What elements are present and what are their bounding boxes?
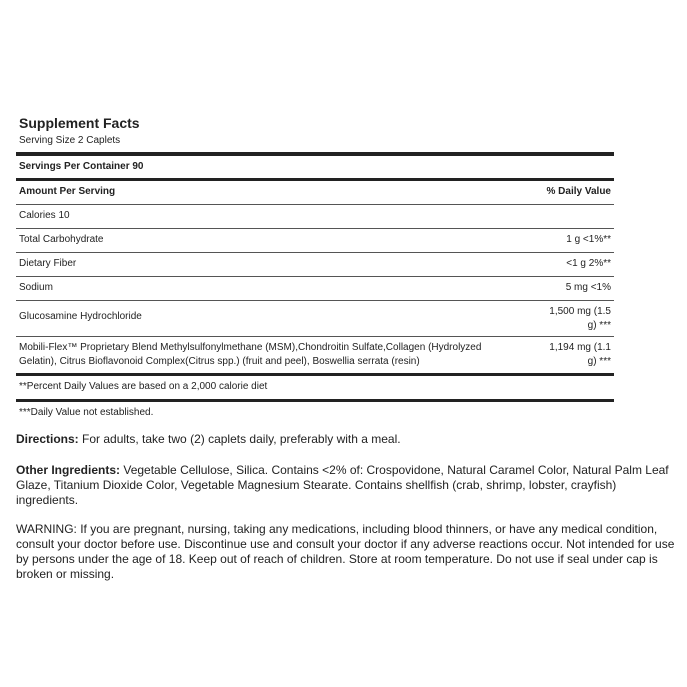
nutrient-amount: 1,194 mg (1.1 g) *** [549, 342, 611, 367]
directions-label: Directions: [16, 432, 79, 446]
nutrient-name: Glucosamine Hydrochloride [19, 311, 142, 322]
table-row [16, 277, 614, 300]
nutrient-name: Total Carbohydrate [19, 234, 104, 245]
nutrient-amount: 1 g <1%** [566, 234, 611, 245]
nutrient-amount: <1 g 2%** [566, 258, 611, 269]
footnote-percent-daily: **Percent Daily Values are based on a 2,000 calorie diet [19, 381, 268, 392]
table-row [16, 253, 614, 276]
nutrient-amount: 1,500 mg (1.5 g) *** [549, 306, 611, 331]
directions-paragraph [16, 432, 676, 447]
nutrient-name: Dietary Fiber [19, 258, 77, 269]
servings-per-container-row [16, 156, 614, 178]
facts-title: Supplement Facts [19, 115, 140, 131]
nutrient-name: Sodium [19, 282, 53, 293]
other-ingredients-label: Other Ingredients: [16, 463, 121, 477]
serving-size: Serving Size 2 Caplets [19, 135, 121, 146]
warning-paragraph: WARNING: If you are pregnant, nursing, taking any medications, including blood thinners, or have any medical condition, consult your doctor before use. Discontinue use and consult your doctor if any adverse reactions occur. Not intended for use by persons under the age of 18. Keep out of reach of children. Store at room temperature. Do not use if seal under cap is broken or missing. [16, 522, 675, 581]
nutrient-name: Calories 10 [19, 210, 70, 221]
nutrient-name: Mobili-Flex™ Proprietary Blend Methylsulfonylmethane (MSM),Chondroitin Sulfate,Collagen (Hydrolyzed Gelatin), Citrus Bioflavonoid Complex(Citrus spp.) (fruit and peel), Boswellia serrata (resin) [19, 342, 482, 367]
table-header-row [16, 181, 614, 204]
other-ingredients-paragraph [16, 463, 676, 508]
directions-text: For adults, take two (2) caplets daily, preferably with a meal. [78, 432, 401, 446]
amount-per-serving-header: Amount Per Serving [19, 186, 116, 197]
daily-value-header: % Daily Value [546, 186, 611, 197]
table-row [16, 337, 614, 373]
supplement-facts-panel [16, 114, 614, 420]
table-row [16, 229, 614, 252]
table-row [16, 301, 614, 336]
nutrient-amount: 5 mg <1% [565, 282, 611, 293]
table-row [16, 205, 614, 228]
footnote-daily-value: ***Daily Value not established. [19, 407, 154, 418]
other-ingredients-text: Vegetable Cellulose, Silica. Contains <2% of: Crospovidone, Natural Caramel Color, Natural Palm Leaf Glaze, Titanium Dioxide Color, Vegetable Magnesium Stearate. Contains shellfish (crab, shrimp, lobster, crayfish) ingredients. [16, 463, 669, 507]
servings-per-container: Servings Per Container 90 [19, 161, 144, 172]
